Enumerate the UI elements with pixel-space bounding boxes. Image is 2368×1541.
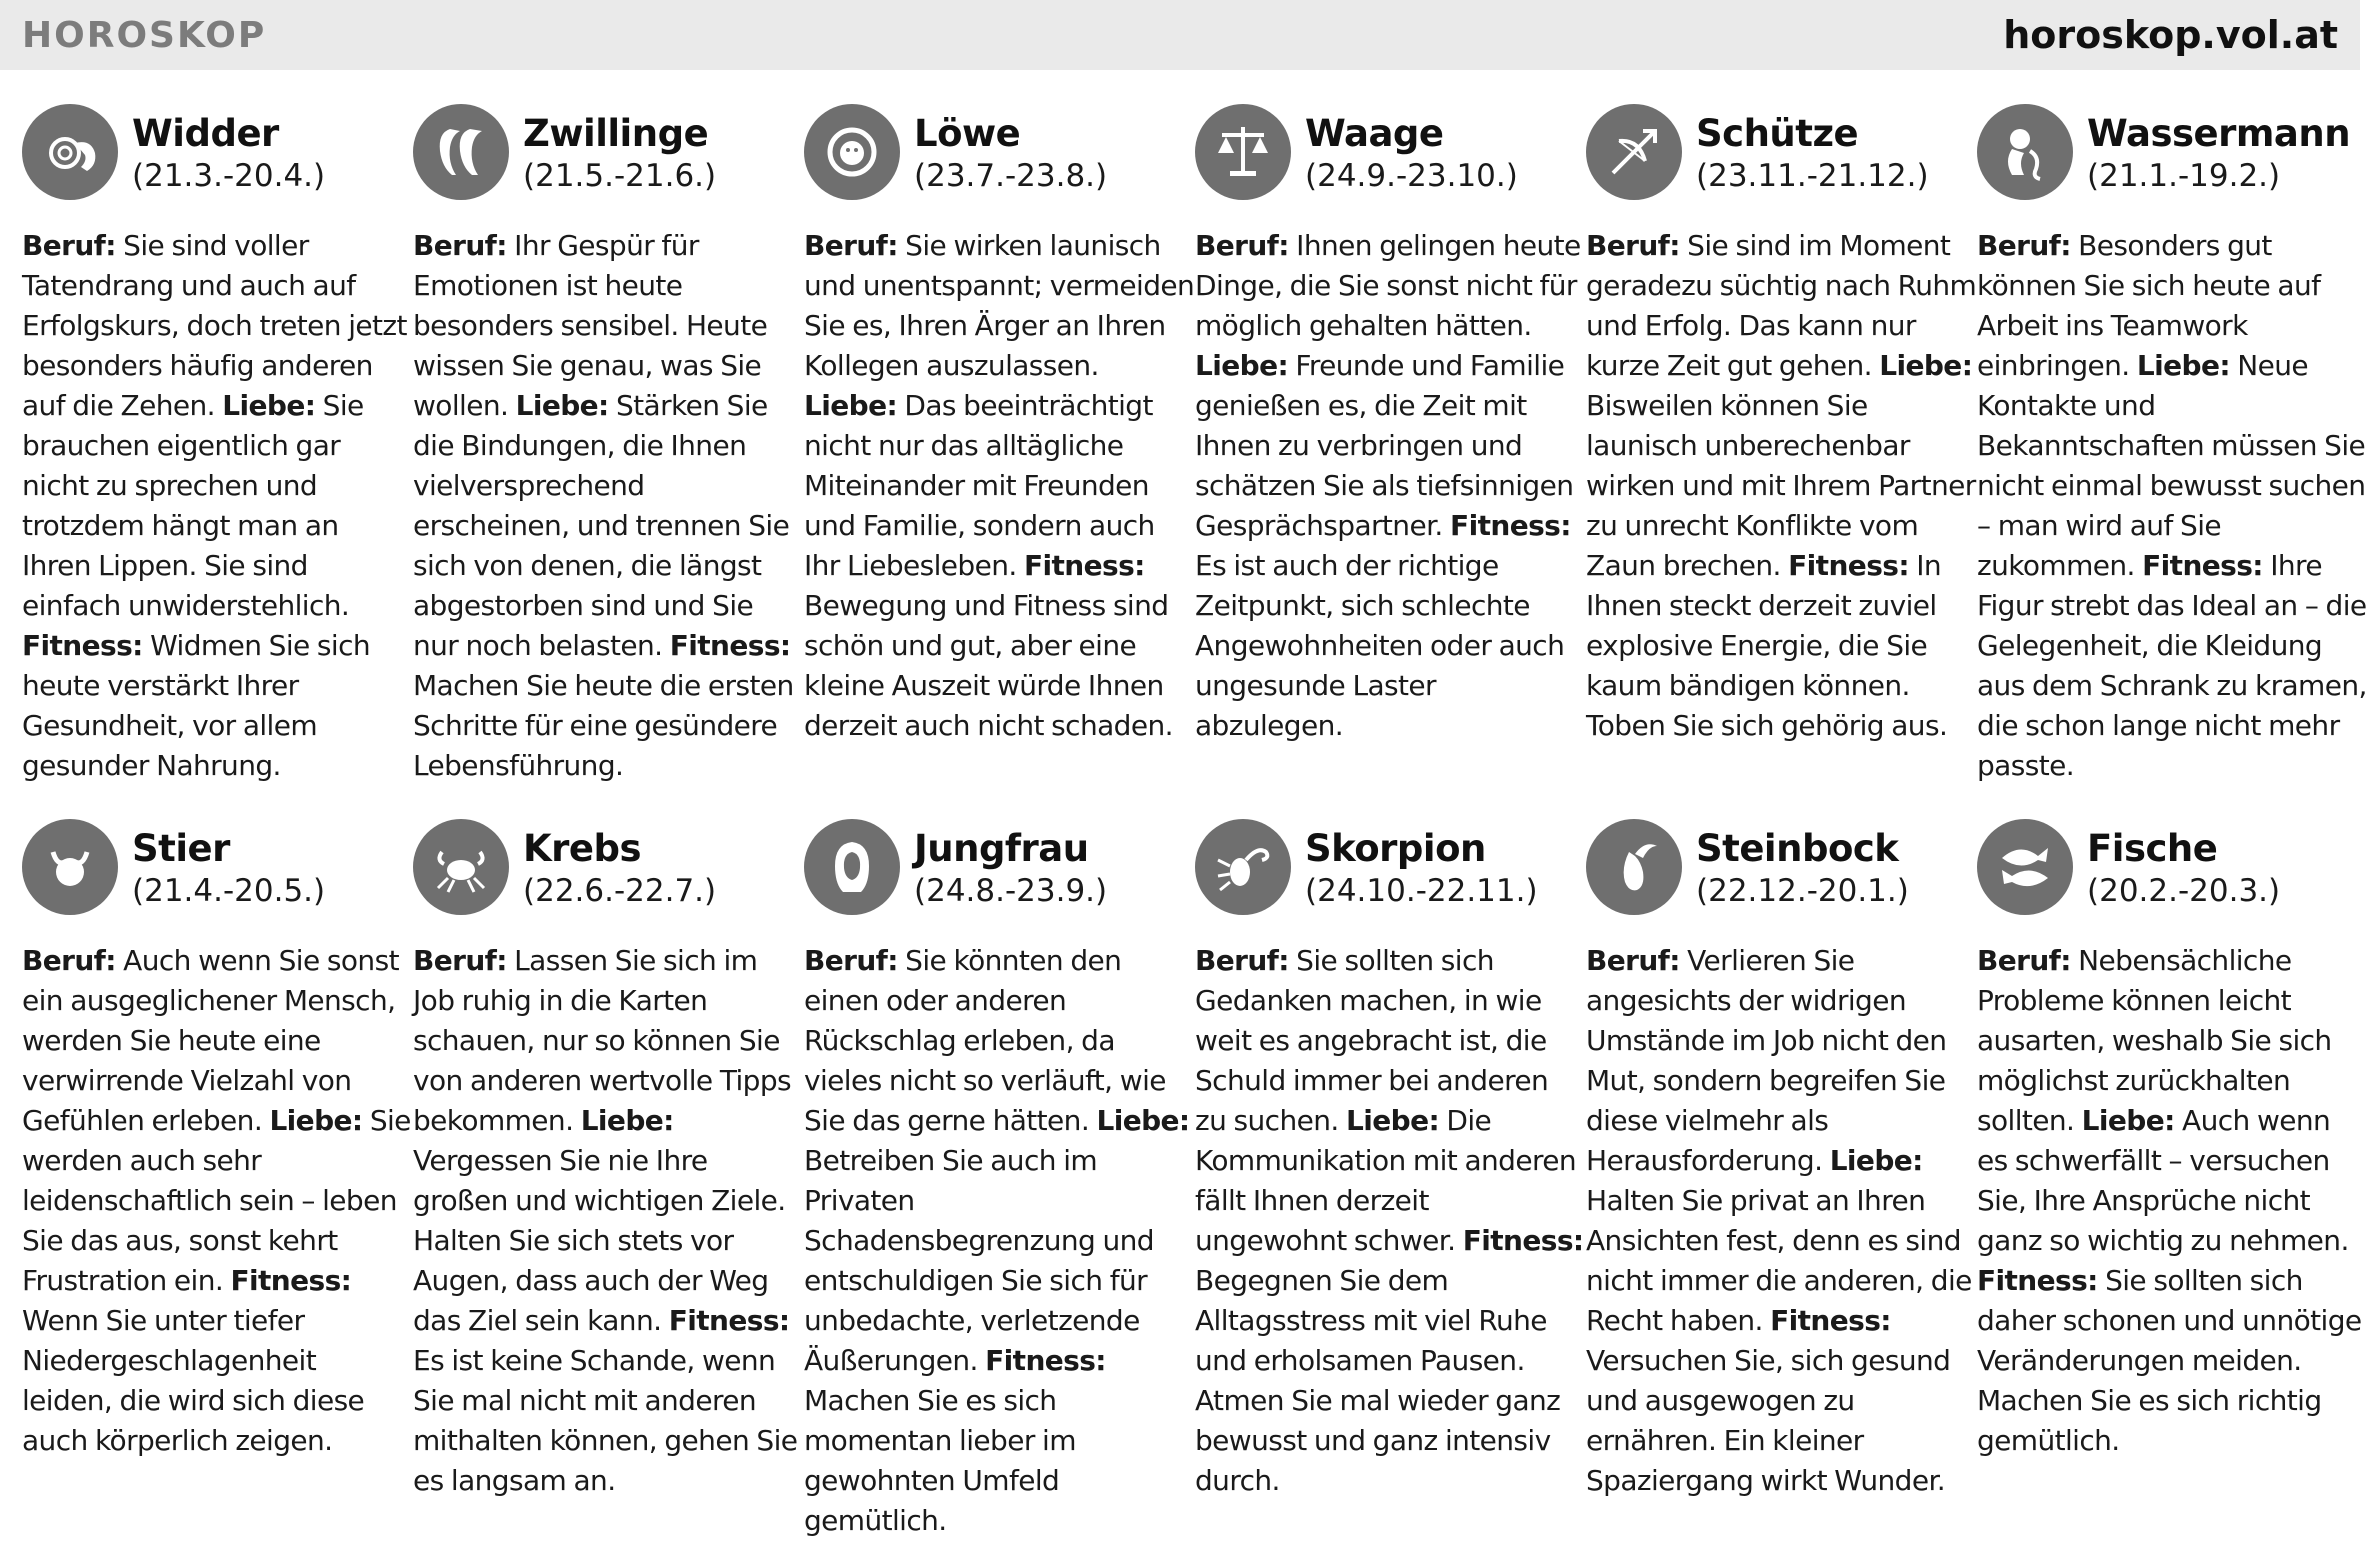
fitness-label: Fitness: xyxy=(22,629,143,662)
liebe-label: Liebe: xyxy=(2081,1104,2175,1137)
sign-card-11 xyxy=(1977,819,2368,1514)
beruf-label: Beruf: xyxy=(1586,229,1680,262)
sign-text xyxy=(22,941,413,1461)
sign-text xyxy=(413,226,804,786)
fitness-label: Fitness: xyxy=(668,1304,790,1337)
sign-dates: (22.6.-22.7.) xyxy=(523,873,717,909)
liebe-text: Vergessen Sie nie Ihre großen und wichtigen Ziele. Halten Sie sich stets vor Augen, dass auch der Weg das Ziel sein kann. xyxy=(413,1144,786,1337)
sign-header xyxy=(1977,104,2368,212)
fitness-label: Fitness: xyxy=(1450,509,1571,542)
fitness-text: Es ist keine Schande, wenn Sie mal nicht mit anderen mithalten können, gehen Sie es langsam an. xyxy=(413,1344,798,1497)
beruf-label: Beruf: xyxy=(1195,944,1289,977)
sign-text xyxy=(1586,941,1977,1501)
fitness-text: Sie sollten sich daher schonen und unnötige Veränderungen meiden. Machen Sie es sich richtig gemütlich. xyxy=(1977,1264,2362,1457)
scales-icon xyxy=(1195,104,1291,200)
fitness-label: Fitness: xyxy=(985,1344,1106,1377)
fish-icon xyxy=(1977,819,2073,915)
liebe-label: Liebe: xyxy=(1195,349,1289,382)
liebe-text: Sie brauchen eigentlich gar nicht zu sprechen und trotzdem hängt man an Ihren Lippen. Sie sind einfach unwiderstehlich. xyxy=(22,389,364,622)
sign-card-2 xyxy=(804,104,1195,819)
sign-dates: (22.12.-20.1.) xyxy=(1696,873,1909,909)
fitness-label: Fitness: xyxy=(1023,549,1145,582)
goat-icon xyxy=(1586,819,1682,915)
sign-dates: (24.10.-22.11.) xyxy=(1305,873,1538,909)
beruf-text: Ihnen gelingen heute Dinge, die Sie sonst nicht für möglich gehalten hätten. xyxy=(1195,229,1581,342)
sign-card-3 xyxy=(1195,104,1586,819)
horoscope-grid xyxy=(22,104,2367,1537)
liebe-label: Liebe: xyxy=(1346,1104,1440,1137)
liebe-label: Liebe: xyxy=(515,389,609,422)
beruf-text: Sie wirken launisch und unentspannt; vermeiden Sie es, Ihren Ärger an Ihren Kollegen auszulassen. xyxy=(804,229,1195,382)
sign-dates: (23.11.-21.12.) xyxy=(1696,158,1929,194)
sign-header xyxy=(413,104,804,212)
beruf-text: Ihr Gespür für Emotionen ist heute besonders sensibel. Heute wissen Sie genau, was Sie wollen. xyxy=(413,229,768,422)
beruf-label: Beruf: xyxy=(22,229,116,262)
sign-card-0 xyxy=(22,104,413,819)
crab-icon xyxy=(413,819,509,915)
sign-dates: (21.5.-21.6.) xyxy=(523,158,717,194)
page-title: HOROSKOP xyxy=(22,14,267,56)
beruf-label: Beruf: xyxy=(1195,229,1289,262)
fitness-text: Machen Sie es sich momentan lieber im gewohnten Umfeld gemütlich. xyxy=(804,1384,1076,1537)
fitness-label: Fitness: xyxy=(1462,1224,1584,1257)
sign-name: Wassermann xyxy=(2087,112,2351,155)
bull-icon xyxy=(22,819,118,915)
liebe-label: Liebe: xyxy=(580,1104,674,1137)
sign-name: Fische xyxy=(2087,827,2218,870)
beruf-text: Sie sollten sich Gedanken machen, in wie weit es angebracht ist, die Schuld immer bei anderen zu suchen. xyxy=(1195,944,1549,1137)
sign-card-9 xyxy=(1195,819,1586,1514)
beruf-text: Lassen Sie sich im Job ruhig in die Karten schauen, nur so können Sie von anderen wertvolle Tipps bekommen. xyxy=(413,944,791,1137)
sign-text xyxy=(1586,226,1977,746)
beruf-label: Beruf: xyxy=(22,944,116,977)
fitness-text: In Ihnen steckt derzeit zuviel explosive Energie, die Sie kaum bändigen können. Toben Sie sich gehörig aus. xyxy=(1586,549,1948,742)
archer-icon xyxy=(1586,104,1682,200)
sign-dates: (21.3.-20.4.) xyxy=(132,158,326,194)
sign-name: Jungfrau xyxy=(914,827,1089,870)
sign-card-4 xyxy=(1586,104,1977,819)
sign-card-10 xyxy=(1586,819,1977,1514)
fitness-text: Versuchen Sie, sich gesund und ausgewogen zu ernähren. Ein kleiner Spaziergang wirkt Wunder. xyxy=(1586,1344,1951,1497)
sign-card-7 xyxy=(413,819,804,1514)
liebe-text: Neue Kontakte und Bekanntschaften müssen Sie nicht einmal bewusst suchen – man wird auf Sie zukommen. xyxy=(1977,349,2366,582)
header-bar xyxy=(0,0,2360,70)
liebe-text: Freunde und Familie genießen es, die Zeit mit Ihnen zu verbringen und schätzen Sie als tiefsinnigen Gesprächspartner. xyxy=(1195,349,1574,542)
beruf-label: Beruf: xyxy=(804,944,898,977)
sign-dates: (20.2.-20.3.) xyxy=(2087,873,2281,909)
sign-name: Waage xyxy=(1305,112,1444,155)
sign-text xyxy=(1977,941,2368,1461)
fitness-text: Machen Sie heute die ersten Schritte für eine gesündere Lebensführung. xyxy=(413,669,794,782)
sign-text xyxy=(804,941,1195,1541)
beruf-label: Beruf: xyxy=(413,944,507,977)
liebe-label: Liebe: xyxy=(1879,349,1973,382)
sign-name: Zwillinge xyxy=(523,112,709,155)
sign-name: Steinbock xyxy=(1696,827,1899,870)
sign-text xyxy=(804,226,1195,746)
beruf-label: Beruf: xyxy=(1586,944,1680,977)
water-bearer-icon xyxy=(1977,104,2073,200)
liebe-text: Auch wenn es schwerfällt – versuchen Sie, Ihre Ansprüche nicht ganz so wichtig zu nehmen. xyxy=(1977,1104,2349,1257)
fitness-text: Begegnen Sie dem Alltagsstress mit viel Ruhe und erholsamen Pausen. Atmen Sie mal wieder ganz bewusst und ganz intensiv durch. xyxy=(1195,1264,1561,1497)
fitness-text: Es ist auch der richtige Zeitpunkt, sich schlechte Angewohnheiten oder auch ungesunde Laster abzulegen. xyxy=(1195,549,1565,742)
sign-name: Krebs xyxy=(523,827,642,870)
sign-card-5 xyxy=(1977,104,2368,819)
sign-header xyxy=(1195,104,1586,212)
beruf-label: Beruf: xyxy=(804,229,898,262)
lion-icon xyxy=(804,104,900,200)
beruf-text: Sie könnten den einen oder anderen Rückschlag erleben, da vieles nicht so verläuft, wie Sie das gerne hätten. xyxy=(804,944,1166,1137)
sign-name: Schütze xyxy=(1696,112,1859,155)
sign-dates: (24.8.-23.9.) xyxy=(914,873,1108,909)
liebe-text: Betreiben Sie auch im Privaten Schadensbegrenzung und entschuldigen Sie sich für unbedachte, verletzende Äußerungen. xyxy=(804,1144,1154,1377)
sign-header xyxy=(1977,819,2368,927)
twins-icon xyxy=(413,104,509,200)
fitness-text: Bewegung und Fitness sind schön und gut, aber eine kleine Auszeit würde Ihnen derzeit auch nicht schaden. xyxy=(804,589,1173,742)
liebe-text: Die Kommunikation mit anderen fällt Ihnen derzeit ungewohnt schwer. xyxy=(1195,1104,1577,1257)
fitness-label: Fitness: xyxy=(669,629,791,662)
liebe-label: Liebe: xyxy=(2136,349,2230,382)
sign-text xyxy=(1195,226,1586,746)
sign-card-8 xyxy=(804,819,1195,1537)
beruf-text: Sie sind im Moment geradezu süchtig nach Ruhm und Erfolg. Das kann nur kurze Zeit gut gehen. xyxy=(1586,229,1977,382)
sign-name: Löwe xyxy=(914,112,1021,155)
sign-text xyxy=(1977,226,2368,786)
ram-icon xyxy=(22,104,118,200)
sign-text xyxy=(413,941,804,1501)
liebe-label: Liebe: xyxy=(222,389,316,422)
sign-header xyxy=(804,819,1195,927)
sign-header xyxy=(1586,104,1977,212)
fitness-label: Fitness: xyxy=(230,1264,352,1297)
sign-text xyxy=(22,226,413,786)
fitness-text: Ihre Figur strebt das Ideal an – die Gelegenheit, die Kleidung aus dem Schrank zu kramen, die schon lange nicht mehr passte. xyxy=(1977,549,2367,782)
liebe-label: Liebe: xyxy=(269,1104,363,1137)
liebe-text: Das beeinträchtigt nicht nur das alltägliche Miteinander mit Freunden und Familie, sondern auch Ihr Liebesleben. xyxy=(804,389,1155,582)
sign-dates: (24.9.-23.10.) xyxy=(1305,158,1518,194)
sign-name: Widder xyxy=(132,112,279,155)
sign-header xyxy=(413,819,804,927)
sign-dates: (21.4.-20.5.) xyxy=(132,873,326,909)
sign-header xyxy=(1195,819,1586,927)
beruf-text: Verlieren Sie angesichts der widrigen Umstände im Job nicht den Mut, sondern begreifen Sie diese vielmehr als Herausforderung. xyxy=(1586,944,1947,1177)
site-url: horoskop.vol.at xyxy=(2003,13,2338,57)
sign-card-1 xyxy=(413,104,804,819)
beruf-text: Nebensächliche Probleme können leicht ausarten, weshalb Sie sich möglichst zurückhalten sollten. xyxy=(1977,944,2332,1137)
scorpion-icon xyxy=(1195,819,1291,915)
sign-card-6 xyxy=(22,819,413,1514)
sign-dates: (21.1.-19.2.) xyxy=(2087,158,2281,194)
beruf-label: Beruf: xyxy=(1977,229,2071,262)
beruf-label: Beruf: xyxy=(1977,944,2071,977)
liebe-label: Liebe: xyxy=(804,389,898,422)
beruf-label: Beruf: xyxy=(413,229,507,262)
fitness-text: Widmen Sie sich heute verstärkt Ihrer Gesundheit, vor allem gesunder Nahrung. xyxy=(22,629,371,782)
sign-header xyxy=(1586,819,1977,927)
liebe-label: Liebe: xyxy=(1096,1104,1190,1137)
beruf-text: Auch wenn Sie sonst ein ausgeglichener Mensch, werden Sie heute eine verwirrende Vielzahl von Gefühlen erleben. xyxy=(22,944,399,1137)
sign-header xyxy=(22,819,413,927)
sign-name: Stier xyxy=(132,827,230,870)
sign-text xyxy=(1195,941,1586,1501)
sign-dates: (23.7.-23.8.) xyxy=(914,158,1108,194)
liebe-text: Stärken Sie die Bindungen, die Ihnen vielversprechend erscheinen, und trennen Sie sich von denen, die längst abgestorben sind und Sie nur noch belasten. xyxy=(413,389,790,662)
liebe-text: Sie werden auch sehr leidenschaftlich sein – leben Sie das aus, sonst kehrt Frustration ein. xyxy=(22,1104,411,1297)
virgin-icon xyxy=(804,819,900,915)
fitness-label: Fitness: xyxy=(1770,1304,1891,1337)
beruf-text: Besonders gut können Sie sich heute auf Arbeit ins Teamwork einbringen. xyxy=(1977,229,2321,382)
fitness-text: Wenn Sie unter tiefer Niedergeschlagenheit leiden, die wird sich diese auch körperlich zeigen. xyxy=(22,1304,365,1457)
sign-header xyxy=(804,104,1195,212)
fitness-label: Fitness: xyxy=(2142,549,2263,582)
liebe-label: Liebe: xyxy=(1829,1144,1923,1177)
liebe-text: Halten Sie privat an Ihren Ansichten fest, denn es sind nicht immer die anderen, die Recht haben. xyxy=(1586,1184,1972,1337)
liebe-text: Bisweilen können Sie launisch unberechenbar wirken und mit Ihrem Partner zu unrecht Konflikte vom Zaun brechen. xyxy=(1586,389,1976,582)
beruf-text: Sie sind voller Tatendrang und auch auf Erfolgskurs, doch treten jetzt besonders häufig anderen auf die Zehen. xyxy=(22,229,407,422)
sign-header xyxy=(22,104,413,212)
sign-name: Skorpion xyxy=(1305,827,1486,870)
fitness-label: Fitness: xyxy=(1977,1264,2098,1297)
fitness-label: Fitness: xyxy=(1788,549,1909,582)
